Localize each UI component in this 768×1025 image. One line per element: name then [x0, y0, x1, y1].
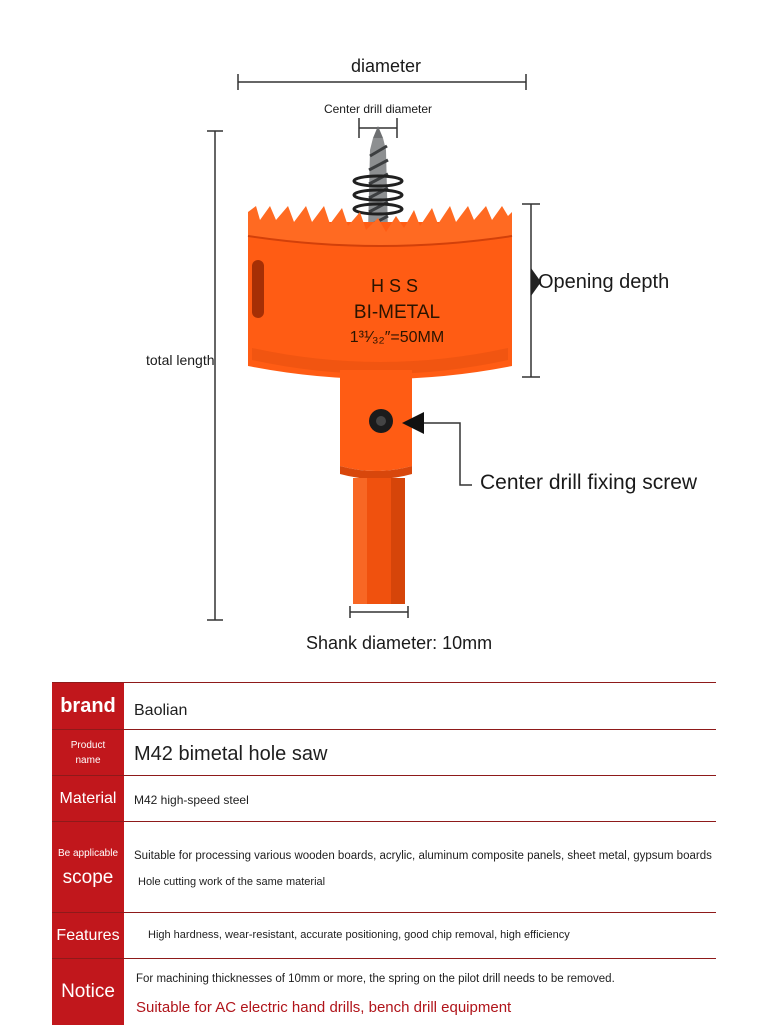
spec-value-text: Suitable for processing various wooden boards, acrylic, aluminum composite panels, sheet metal, gypsum boards [134, 850, 712, 862]
shank-dimension-line [350, 606, 408, 618]
fixing-screw-label: Center drill fixing screw [480, 471, 698, 494]
chip-slot [252, 260, 264, 318]
spec-row-scope [52, 821, 716, 913]
spec-value-text: Baolian [134, 702, 188, 719]
spec-key-notice [52, 959, 124, 1025]
total-length-dimension-line [207, 131, 223, 620]
opening-depth-label: Opening depth [538, 271, 670, 293]
center-drill-diameter-label: Center drill diameter [323, 102, 433, 116]
spec-key-brand [52, 683, 124, 730]
spec-value-notice [124, 959, 716, 1025]
spec-key-label: Notice [61, 981, 115, 1002]
spec-value-material [124, 776, 716, 822]
spec-key-scope [52, 822, 124, 913]
spec-value-scope [124, 822, 716, 913]
spec-value-text: For machining thicknesses of 10mm or more, the spring on the pilot drill needs to be removed. [136, 973, 615, 985]
spec-key-product-name [52, 730, 124, 776]
spec-value-product-name [124, 730, 716, 776]
spec-key-label-bottom: scope [62, 867, 114, 888]
spec-value-text: Hole cutting work of the same material [138, 876, 326, 888]
spec-key-label: Product name [70, 740, 106, 766]
spec-key-label: brand [60, 695, 116, 717]
arbor-shank [340, 370, 412, 604]
marking-hss: HSS [370, 276, 424, 296]
spec-row-product-name [52, 729, 716, 776]
shank-diameter-label: Shank diameter: 10mm [306, 633, 493, 653]
spec-row-notice [52, 958, 716, 1025]
spec-value-text: M42 high-speed steel [134, 793, 249, 807]
marking-bi-metal: BI-METAL [353, 302, 441, 323]
spec-value-features [124, 913, 716, 959]
fixing-screw-pointer [402, 412, 472, 485]
total-length-label: total length [146, 352, 215, 368]
spec-value-text: M42 bimetal hole saw [134, 743, 328, 765]
spec-key-label: Features [56, 927, 120, 944]
spec-row-features [52, 912, 716, 959]
spec-key-label-top: Be applicable [57, 848, 119, 859]
spec-key-label: Material [59, 790, 117, 807]
spec-key-features [52, 913, 124, 959]
marking-size: 1³¹⁄₃₂″=50MM [349, 329, 445, 346]
spec-value-brand [124, 683, 716, 730]
spec-table [52, 682, 716, 1024]
spec-row-brand [52, 682, 716, 730]
spec-value-text: High hardness, wear-resistant, accurate positioning, good chip removal, high efficiency [148, 929, 570, 941]
diameter-label: diameter [350, 56, 422, 76]
spec-key-material [52, 776, 124, 822]
spec-row-material [52, 775, 716, 822]
spec-value-text: Suitable for AC electric hand drills, bench drill equipment [136, 999, 512, 1016]
